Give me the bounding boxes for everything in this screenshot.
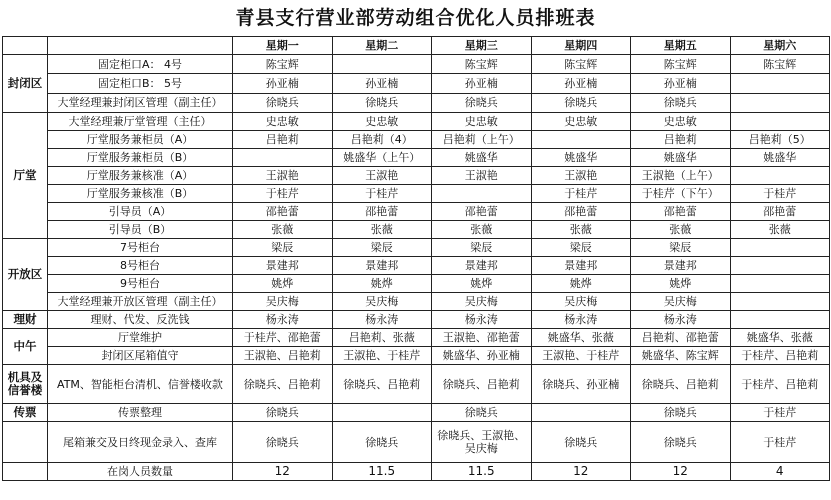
group-label-hall: 厅堂 bbox=[3, 113, 48, 239]
schedule-cell: 姚盛华 bbox=[531, 149, 631, 167]
role-cell: 大堂经理兼封闭区管理（副主任） bbox=[48, 93, 233, 112]
table-row bbox=[3, 74, 830, 93]
schedule-cell: 张薇 bbox=[332, 221, 432, 239]
weekday-header: 星期二 bbox=[332, 37, 432, 55]
table-row bbox=[3, 185, 830, 203]
schedule-cell: 张薇 bbox=[531, 221, 631, 239]
group-label-open: 开放区 bbox=[3, 239, 48, 311]
schedule-cell bbox=[730, 293, 830, 311]
schedule-cell: 吴庆梅 bbox=[432, 293, 532, 311]
schedule-cell: 王淑艳 bbox=[332, 167, 432, 185]
group-label-closed: 封闭区 bbox=[3, 55, 48, 113]
schedule-cell: 徐晓兵 bbox=[631, 404, 731, 422]
schedule-cell: 于桂芹 bbox=[233, 185, 333, 203]
schedule-cell: 姚盛华、陈宝辉 bbox=[631, 347, 731, 365]
schedule-cell bbox=[730, 93, 830, 112]
schedule-cell bbox=[730, 257, 830, 275]
schedule-cell: 于桂芹 bbox=[730, 185, 830, 203]
schedule-cell: 王淑艳 bbox=[531, 167, 631, 185]
schedule-cell bbox=[233, 149, 333, 167]
schedule-cell: 于桂芹 bbox=[730, 404, 830, 422]
schedule-cell bbox=[531, 131, 631, 149]
schedule-cell: 陈宝辉 bbox=[233, 55, 333, 74]
table-row bbox=[3, 257, 830, 275]
schedule-cell: 徐晓兵 bbox=[631, 422, 731, 463]
schedule-cell: 景建邦 bbox=[233, 257, 333, 275]
schedule-cell: 吴庆梅 bbox=[531, 293, 631, 311]
blank-group-cell bbox=[3, 463, 48, 481]
table-row bbox=[3, 365, 830, 404]
schedule-cell: 张薇 bbox=[730, 221, 830, 239]
schedule-cell: 王淑艳、吕艳莉 bbox=[233, 347, 333, 365]
table-row bbox=[3, 422, 830, 463]
schedule-cell: 孙亚楠 bbox=[631, 74, 731, 93]
schedule-cell bbox=[730, 239, 830, 257]
table-row bbox=[3, 131, 830, 149]
schedule-cell: 邵艳蕾 bbox=[233, 203, 333, 221]
schedule-cell: 王淑艳、邵艳蕾 bbox=[432, 329, 532, 347]
schedule-cell bbox=[730, 113, 830, 131]
role-cell: 封闭区尾箱值守 bbox=[48, 347, 233, 365]
role-cell: 传票整理 bbox=[48, 404, 233, 422]
total-cell: 12 bbox=[631, 463, 731, 481]
schedule-cell: 徐晓兵 bbox=[233, 404, 333, 422]
schedule-cell: 吕艳莉 bbox=[233, 131, 333, 149]
schedule-cell: 陈宝辉 bbox=[531, 55, 631, 74]
role-cell: 尾箱兼交及日终现金录入、查库 bbox=[48, 422, 233, 463]
schedule-cell: 景建邦 bbox=[332, 257, 432, 275]
schedule-cell: 史忠敏 bbox=[531, 113, 631, 131]
schedule-cell: 徐晓兵、吕艳莉 bbox=[432, 365, 532, 404]
role-cell: 理财、代发、反洗钱 bbox=[48, 311, 233, 329]
table-row bbox=[3, 203, 830, 221]
schedule-cell: 孙亚楠 bbox=[332, 74, 432, 93]
schedule-cell: 梁辰 bbox=[531, 239, 631, 257]
schedule-cell: 孙亚楠 bbox=[432, 74, 532, 93]
role-cell: 大堂经理兼开放区管理（副主任） bbox=[48, 293, 233, 311]
schedule-cell: 姚盛华、张薇 bbox=[730, 329, 830, 347]
total-cell: 4 bbox=[730, 463, 830, 481]
role-cell: 引导员（A） bbox=[48, 203, 233, 221]
role-cell: 厅堂服务兼柜员（B） bbox=[48, 149, 233, 167]
schedule-cell: 陈宝辉 bbox=[631, 55, 731, 74]
schedule-cell: 徐晓兵 bbox=[432, 93, 532, 112]
role-cell: 7号柜台 bbox=[48, 239, 233, 257]
schedule-cell bbox=[332, 55, 432, 74]
schedule-cell: 徐晓兵 bbox=[233, 422, 333, 463]
schedule-cell: 姚烨 bbox=[332, 275, 432, 293]
total-cell: 12 bbox=[531, 463, 631, 481]
schedule-cell bbox=[730, 74, 830, 93]
header-row bbox=[3, 37, 830, 55]
schedule-cell: 于桂芹 bbox=[531, 185, 631, 203]
group-label-noon: 中午 bbox=[3, 329, 48, 365]
group-label-finance: 理财 bbox=[3, 311, 48, 329]
schedule-cell bbox=[730, 275, 830, 293]
schedule-cell: 吕艳莉（5） bbox=[730, 131, 830, 149]
group-label-machines: 机具及信誉楼 bbox=[3, 365, 48, 404]
schedule-cell: 孙亚楠 bbox=[531, 74, 631, 93]
schedule-cell: 史忠敏 bbox=[432, 113, 532, 131]
schedule-cell: 姚烨 bbox=[233, 275, 333, 293]
schedule-cell: 于桂芹、吕艳莉 bbox=[730, 365, 830, 404]
weekday-header: 星期三 bbox=[432, 37, 532, 55]
table-row bbox=[3, 55, 830, 74]
schedule-cell: 徐晓兵 bbox=[531, 93, 631, 112]
schedule-cell bbox=[332, 404, 432, 422]
total-row bbox=[3, 463, 830, 481]
role-cell: 大堂经理兼厅堂管理（主任） bbox=[48, 113, 233, 131]
role-cell: 厅堂服务兼柜员（A） bbox=[48, 131, 233, 149]
schedule-cell: 张薇 bbox=[233, 221, 333, 239]
schedule-cell: 邵艳蕾 bbox=[332, 203, 432, 221]
schedule-cell: 吕艳莉、邵艳蕾 bbox=[631, 329, 731, 347]
schedule-cell bbox=[531, 404, 631, 422]
role-cell: 厅堂服务兼核准（B） bbox=[48, 185, 233, 203]
total-cell: 11.5 bbox=[332, 463, 432, 481]
role-cell: 9号柜台 bbox=[48, 275, 233, 293]
role-cell: ATM、智能柜台清机、信誉楼收款 bbox=[48, 365, 233, 404]
schedule-cell: 徐晓兵 bbox=[432, 404, 532, 422]
schedule-table bbox=[2, 36, 830, 481]
schedule-cell: 于桂芹、邵艳蕾 bbox=[233, 329, 333, 347]
schedule-cell: 史忠敏 bbox=[233, 113, 333, 131]
schedule-cell: 徐晓兵 bbox=[631, 93, 731, 112]
schedule-cell: 徐晓兵、孙亚楠 bbox=[531, 365, 631, 404]
table-row bbox=[3, 239, 830, 257]
schedule-cell: 姚烨 bbox=[432, 275, 532, 293]
schedule-cell: 吕艳莉（4） bbox=[332, 131, 432, 149]
schedule-cell: 张薇 bbox=[631, 221, 731, 239]
schedule-cell: 邵艳蕾 bbox=[631, 203, 731, 221]
total-cell: 11.5 bbox=[432, 463, 532, 481]
schedule-cell: 史忠敏 bbox=[332, 113, 432, 131]
schedule-cell: 吴庆梅 bbox=[631, 293, 731, 311]
schedule-cell: 吴庆梅 bbox=[233, 293, 333, 311]
schedule-cell: 梁辰 bbox=[631, 239, 731, 257]
schedule-cell: 徐晓兵、王淑艳、吴庆梅 bbox=[432, 422, 532, 463]
schedule-cell: 姚盛华、孙亚楠 bbox=[432, 347, 532, 365]
table-row bbox=[3, 149, 830, 167]
schedule-cell: 吕艳莉、张薇 bbox=[332, 329, 432, 347]
role-cell: 8号柜台 bbox=[48, 257, 233, 275]
schedule-cell: 景建邦 bbox=[631, 257, 731, 275]
schedule-cell: 王淑艳 bbox=[233, 167, 333, 185]
table-row bbox=[3, 347, 830, 365]
schedule-cell bbox=[730, 167, 830, 185]
schedule-cell: 王淑艳、于桂芹 bbox=[332, 347, 432, 365]
weekday-header: 星期六 bbox=[730, 37, 830, 55]
schedule-cell: 吴庆梅 bbox=[332, 293, 432, 311]
schedule-cell: 姚盛华 bbox=[730, 149, 830, 167]
schedule-cell: 吕艳莉（上午） bbox=[432, 131, 532, 149]
table-row bbox=[3, 404, 830, 422]
table-row bbox=[3, 167, 830, 185]
weekday-header: 星期一 bbox=[233, 37, 333, 55]
schedule-cell: 于桂芹 bbox=[332, 185, 432, 203]
schedule-cell: 姚烨 bbox=[631, 275, 731, 293]
total-cell: 12 bbox=[233, 463, 333, 481]
schedule-cell: 杨永涛 bbox=[332, 311, 432, 329]
table-row bbox=[3, 93, 830, 112]
schedule-cell: 姚盛华、张薇 bbox=[531, 329, 631, 347]
schedule-cell: 徐晓兵、吕艳莉 bbox=[631, 365, 731, 404]
role-cell: 引导员（B） bbox=[48, 221, 233, 239]
role-cell: 厅堂维护 bbox=[48, 329, 233, 347]
table-row bbox=[3, 311, 830, 329]
schedule-cell: 于桂芹、吕艳莉 bbox=[730, 347, 830, 365]
schedule-cell: 徐晓兵 bbox=[233, 93, 333, 112]
schedule-cell: 梁辰 bbox=[233, 239, 333, 257]
blank-group-cell bbox=[3, 422, 48, 463]
schedule-cell: 杨永涛 bbox=[631, 311, 731, 329]
schedule-cell: 张薇 bbox=[432, 221, 532, 239]
schedule-cell: 邵艳蕾 bbox=[730, 203, 830, 221]
schedule-cell: 徐晓兵 bbox=[332, 422, 432, 463]
schedule-cell: 姚盛华 bbox=[631, 149, 731, 167]
schedule-cell: 于桂芹 bbox=[730, 422, 830, 463]
schedule-cell: 吕艳莉 bbox=[631, 131, 731, 149]
table-row bbox=[3, 113, 830, 131]
schedule-cell: 杨永涛 bbox=[432, 311, 532, 329]
role-cell: 固定柜口A： 4号 bbox=[48, 55, 233, 74]
schedule-cell: 姚盛华 bbox=[432, 149, 532, 167]
schedule-cell: 王淑艳 bbox=[432, 167, 532, 185]
schedule-cell: 王淑艳（上午） bbox=[631, 167, 731, 185]
schedule-cell: 徐晓兵、吕艳莉 bbox=[332, 365, 432, 404]
group-label-vouchers: 传票 bbox=[3, 404, 48, 422]
schedule-cell: 邵艳蕾 bbox=[432, 203, 532, 221]
table-row bbox=[3, 293, 830, 311]
schedule-cell: 邵艳蕾 bbox=[531, 203, 631, 221]
schedule-cell: 姚烨 bbox=[531, 275, 631, 293]
table-row bbox=[3, 221, 830, 239]
weekday-header: 星期五 bbox=[631, 37, 731, 55]
schedule-cell: 景建邦 bbox=[531, 257, 631, 275]
corner-cell bbox=[3, 37, 48, 55]
schedule-cell: 孙亚楠 bbox=[233, 74, 333, 93]
schedule-cell: 杨永涛 bbox=[531, 311, 631, 329]
total-label: 在岗人员数量 bbox=[48, 463, 233, 481]
schedule-cell: 景建邦 bbox=[432, 257, 532, 275]
schedule-cell: 徐晓兵 bbox=[531, 422, 631, 463]
page-title: 青县支行营业部劳动组合优化人员排班表 bbox=[235, 7, 596, 29]
schedule-cell: 梁辰 bbox=[432, 239, 532, 257]
schedule-cell: 姚盛华（上午） bbox=[332, 149, 432, 167]
schedule-cell: 陈宝辉 bbox=[730, 55, 830, 74]
schedule-cell: 王淑艳、于桂芹 bbox=[531, 347, 631, 365]
schedule-cell: 于桂芹（下午） bbox=[631, 185, 731, 203]
schedule-cell: 徐晓兵、吕艳莉 bbox=[233, 365, 333, 404]
weekday-header: 星期四 bbox=[531, 37, 631, 55]
table-row bbox=[3, 329, 830, 347]
role-cell: 固定柜口B： 5号 bbox=[48, 74, 233, 93]
schedule-cell: 杨永涛 bbox=[233, 311, 333, 329]
table-row bbox=[3, 275, 830, 293]
schedule-cell: 陈宝辉 bbox=[432, 55, 532, 74]
schedule-cell bbox=[432, 185, 532, 203]
schedule-cell bbox=[730, 311, 830, 329]
schedule-cell: 梁辰 bbox=[332, 239, 432, 257]
role-cell: 厅堂服务兼核准（A） bbox=[48, 167, 233, 185]
role-header-cell bbox=[48, 37, 233, 55]
schedule-cell: 史忠敏 bbox=[631, 113, 731, 131]
schedule-cell: 徐晓兵 bbox=[332, 93, 432, 112]
